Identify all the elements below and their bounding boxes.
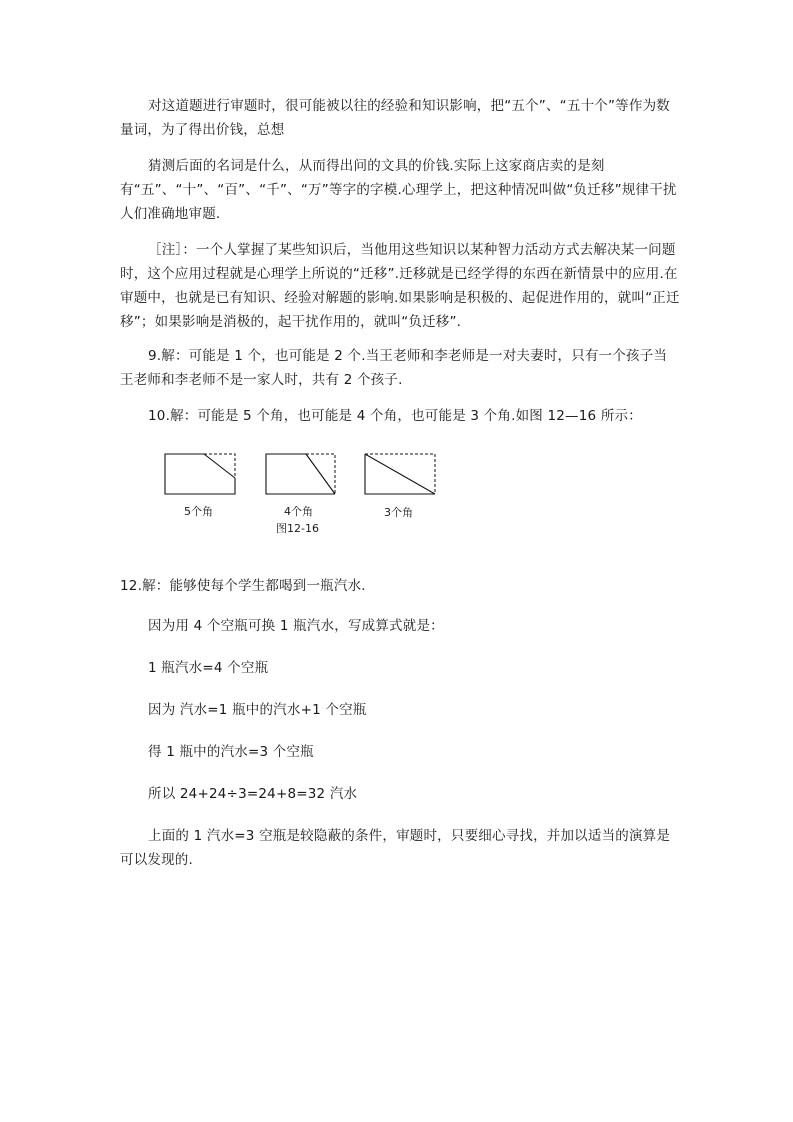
figure-caption: 图12-16 <box>276 522 319 535</box>
paragraph-answer-9: 9.解：可能是 1 个，也可能是 2 个.当王老师和李老师是一对夫妻时，只有一个孩子当王老师和李老师不是一家人时，共有 2 个孩子. <box>120 348 668 388</box>
figure-label-5-corners: 5个角 <box>184 505 213 518</box>
solution-12-line-3: 因为 汽水=1 瓶中的汽水+1 个空瓶 <box>148 702 367 718</box>
solution-12-title: 12.解：能够使每个学生都喝到一瓶汽水. <box>120 578 366 594</box>
figure-12-16 <box>160 448 450 540</box>
figure-label-4-corners: 4个角 <box>284 505 313 518</box>
solution-12-line-5: 所以 24+24÷3=24+8=32 汽水 <box>148 786 358 802</box>
shape-3-corners <box>365 454 435 494</box>
solution-12-line-1: 因为用 4 个空瓶可换 1 瓶汽水，写成算式就是： <box>148 618 444 634</box>
paragraph-note: ［注］：一个人掌握了某些知识后，当他用这些知识以某种智力活动方式去解决某一问题时，这个应用过程就是心理学上所说的“迁移”.迁移就是已经学得的东西在新情景中的应用.在审题中，也就是已有知识、经验对解题的影响.如果影响是积极的、起促进作用的，就叫“正迁移”；如果影响是消极的，起干扰作用的，就叫“负迁移”. <box>120 242 680 330</box>
figure-label-3-corners: 3个角 <box>384 506 413 519</box>
shape-4-corners <box>266 454 335 494</box>
paragraph-intro: 对这道题进行审题时，很可能被以往的经验和知识影响，把“五个”、“五十个”等作为数量词，为了得出价钱，总想 <box>120 98 670 138</box>
paragraph-answer-10: 10.解：可能是 5 个角，也可能是 4 个角，也可能是 3 个角.如图 12—16 所示： <box>148 408 642 424</box>
figure-shapes <box>160 448 450 508</box>
shape-5-corners <box>165 454 235 494</box>
solution-12-line-2: 1 瓶汽水=4 个空瓶 <box>148 660 269 676</box>
solution-12-line-4: 得 1 瓶中的汽水=3 个空瓶 <box>148 744 314 760</box>
solution-12-conclusion: 上面的 1 汽水=3 空瓶是较隐蔽的条件，审题时，只要细心寻找，并加以适当的演算是可以发现的. <box>120 828 671 868</box>
paragraph-negative-transfer: 猜测后面的名词是什么，从而得出问的文具的价钱.实际上这家商店卖的是刻有“五”、“十”、“百”、“千”、“万”等字的字模.心理学上，把这种情况叫做“负迁移”规律干扰人们准确地审题. <box>120 158 677 222</box>
